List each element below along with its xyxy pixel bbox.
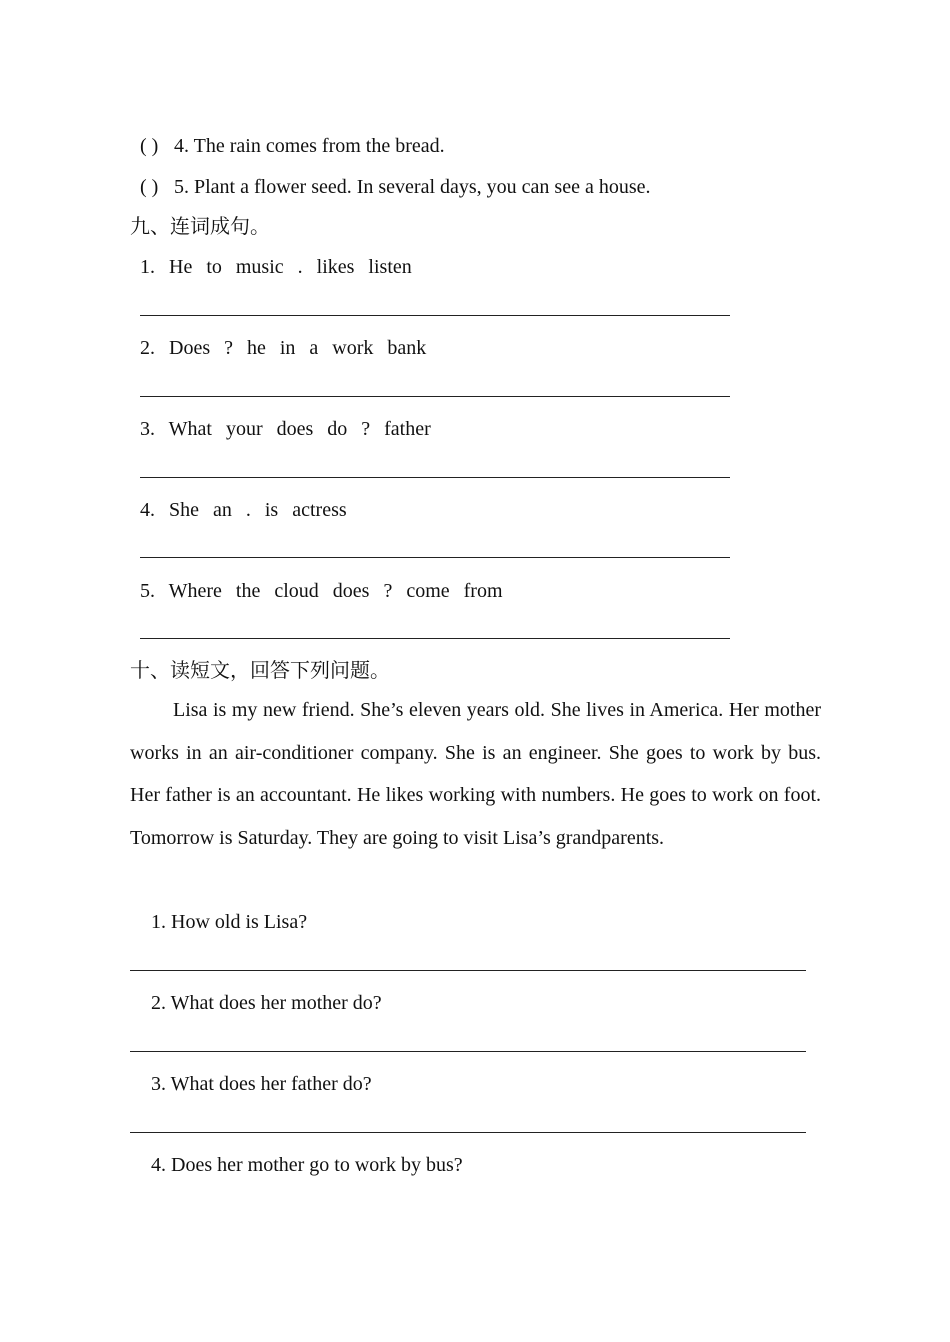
statement-text: 5. Plant a flower seed. In several days, you can see a house. <box>174 176 651 198</box>
true-false-item-4 <box>140 134 445 158</box>
question-answer-line-3[interactable] <box>130 1132 806 1133</box>
answer-line-3[interactable] <box>140 477 730 478</box>
answer-bracket[interactable]: ( ) <box>140 135 159 157</box>
section-9-heading: 九、连词成句。 <box>130 216 270 238</box>
statement-text: 4. The rain comes from the bread. <box>174 135 445 157</box>
question-3: 3. What does her father do? <box>151 1073 372 1095</box>
scramble-item-5: 5. Where the cloud does ? come from <box>140 580 503 602</box>
scramble-item-3: 3. What your does do ? father <box>140 418 431 440</box>
reading-passage: Lisa is my new friend. She’s eleven years old. She lives in America. Her mother works in an air-conditioner company. She is an engineer. She goes to work by bus. Her father is an accountant. He likes working with numbers. He goes to work on foot. Tomorrow is Saturday. They are going to visit Lisa’s grandparents. <box>130 699 821 850</box>
question-4: 4. Does her mother go to work by bus? <box>151 1154 463 1176</box>
section-10-heading: 十、读短文，回答下列问题。 <box>130 660 390 682</box>
scramble-item-4: 4. She an . is actress <box>140 499 347 521</box>
true-false-item-5 <box>140 175 651 199</box>
question-2: 2. What does her mother do? <box>151 992 382 1014</box>
answer-line-5[interactable] <box>140 638 730 639</box>
answer-line-1[interactable] <box>140 315 730 316</box>
answer-bracket[interactable]: ( ) <box>140 176 159 198</box>
scramble-item-1: 1. He to music . likes listen <box>140 256 412 278</box>
question-1: 1. How old is Lisa? <box>151 911 308 933</box>
question-answer-line-2[interactable] <box>130 1051 806 1052</box>
question-answer-line-1[interactable] <box>130 970 806 971</box>
scramble-item-2: 2. Does ? he in a work bank <box>140 337 427 359</box>
answer-line-4[interactable] <box>140 557 730 558</box>
answer-line-2[interactable] <box>140 396 730 397</box>
